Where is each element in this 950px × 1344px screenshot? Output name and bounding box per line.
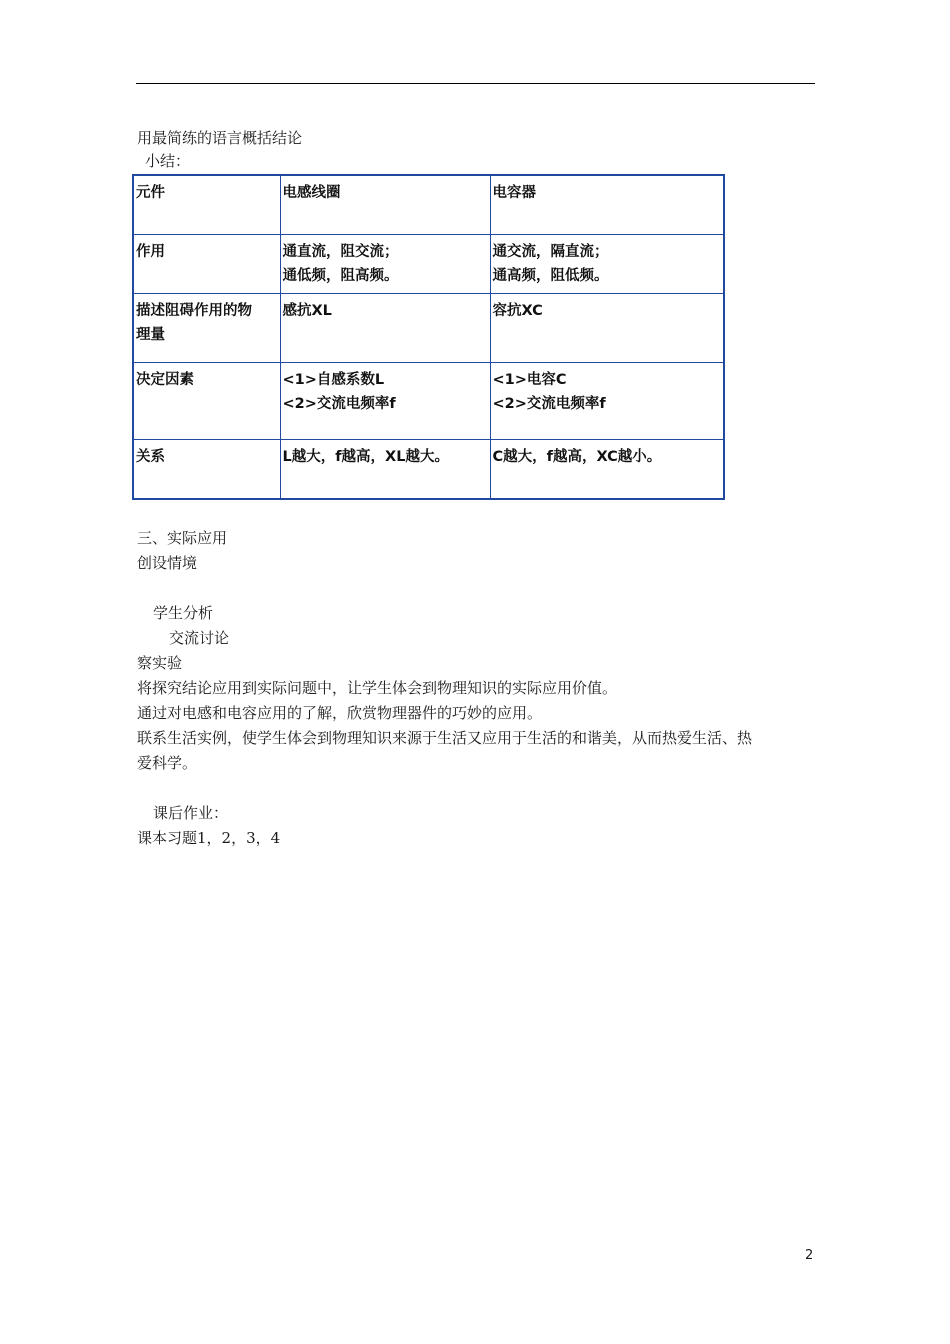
cell-text: 元件 — [136, 185, 165, 201]
cell-text: C越大，f越高，XC越小。 — [492, 448, 662, 465]
header-rule — [136, 83, 815, 84]
section-title: 三、实际应用 — [137, 529, 228, 547]
cell-text: 容抗XC — [492, 302, 543, 319]
table-cell — [490, 293, 724, 362]
cell-text: 通高频，阻低频。 — [492, 267, 609, 284]
cell-text: 电感线圈 — [282, 185, 341, 201]
table-cell — [280, 175, 490, 234]
cell-text: 通交流，隔直流； — [492, 243, 609, 260]
table-cell — [280, 362, 490, 439]
text-line: 学生分析 — [153, 604, 214, 622]
table-row — [133, 439, 724, 499]
cell-text: 通直流，阻交流； — [282, 243, 399, 260]
table-cell — [133, 175, 280, 234]
cell-text: 感抗XL — [282, 302, 332, 319]
homework-title: 课后作业： — [153, 804, 229, 822]
table-row — [133, 293, 724, 362]
table-cell — [133, 234, 280, 293]
table-cell — [490, 175, 724, 234]
cell-text: 关系 — [136, 448, 165, 465]
cell-text: 理量 — [136, 326, 165, 343]
cell-text: L越大，f越高，XL越大。 — [282, 448, 449, 465]
table-row — [133, 362, 724, 439]
table-cell — [490, 234, 724, 293]
table-cell — [490, 362, 724, 439]
cell-text: 通低频，阻高频。 — [282, 267, 399, 284]
cell-text: 电容器 — [492, 185, 536, 201]
table-cell — [133, 439, 280, 499]
text-line: 将探究结论应用到实际问题中，让学生体会到物理知识的实际应用价值。 — [137, 679, 618, 697]
cell-text: <1>电容C — [492, 371, 567, 388]
text-line: 联系生活实例，使学生体会到物理知识来源于生活又应用于生活的和谐美，从而热爱生活、热 — [137, 729, 753, 747]
page-number: 2 — [805, 1248, 814, 1263]
cell-text: <2>交流电频率f — [282, 395, 396, 412]
table-cell — [280, 439, 490, 499]
table-cell — [133, 362, 280, 439]
cell-text: 描述阻碍作用的物 — [136, 302, 252, 319]
text-line: 通过对电感和电容应用的了解，欣赏物理器件的巧妙的应用。 — [137, 704, 543, 722]
cell-text: 作用 — [136, 243, 165, 260]
table-cell — [133, 293, 280, 362]
table-cell — [280, 234, 490, 293]
cell-text: <1>自感系数L — [282, 371, 385, 388]
summary-label: 小结： — [145, 152, 191, 170]
summary-table — [132, 174, 725, 500]
table-row — [133, 175, 724, 234]
text-line: 察实验 — [137, 654, 183, 672]
text-line: 爱科学。 — [137, 754, 198, 772]
text-line: 创设情境 — [137, 554, 198, 572]
intro-line: 用最简练的语言概括结论 — [137, 129, 303, 147]
cell-text: 决定因素 — [136, 371, 194, 388]
text-line: 交流讨论 — [169, 629, 230, 647]
table-cell — [280, 293, 490, 362]
table-cell — [490, 439, 724, 499]
cell-text: <2>交流电频率f — [492, 395, 606, 412]
table-row — [133, 234, 724, 293]
homework-text: 课本习题1，2，3，4 — [137, 829, 281, 847]
